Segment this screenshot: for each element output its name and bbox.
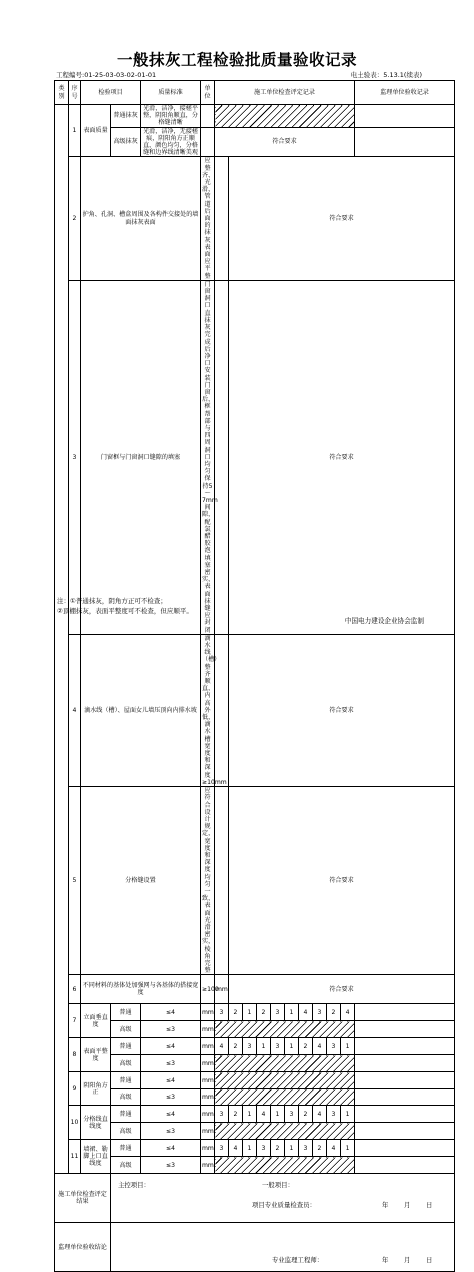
standard-cell: ≥100	[201, 975, 215, 1004]
measure-cell: 1	[257, 1038, 271, 1055]
seq-cell: 7	[69, 1004, 81, 1038]
na-cell	[215, 1157, 355, 1174]
table-row	[55, 787, 455, 975]
measure-cell: 1	[243, 1004, 257, 1021]
header-row	[55, 81, 455, 105]
header-constructor-record: 施工单位检查评定记录	[215, 81, 355, 105]
unit-cell: mm	[201, 1072, 215, 1089]
inspector-label: 项目专业质量检查员：	[252, 1201, 316, 1210]
seq-cell: 5	[69, 787, 81, 975]
item-cell: 分格缝设置	[81, 787, 201, 975]
measure-cell: 3	[257, 1140, 271, 1157]
measure-cell: 1	[341, 1140, 355, 1157]
measure-cell: 4	[341, 1004, 355, 1021]
header-seq: 序号	[69, 81, 81, 105]
measure-cell: 1	[285, 1140, 299, 1157]
na-cell	[215, 1123, 355, 1140]
measure-cell: 3	[215, 1004, 229, 1021]
note-1: 注：①普通抹灰，阴角方正可不检查；	[57, 597, 167, 605]
seq-cell: 6	[69, 975, 81, 1004]
table-row	[55, 1055, 455, 1072]
seq-cell: 10	[69, 1106, 81, 1140]
table-row	[55, 1072, 455, 1089]
standard-cell: ≤3	[141, 1123, 201, 1140]
header-category: 类别	[55, 81, 69, 105]
supervisor-cell	[355, 1021, 455, 1038]
measure-cell: 1	[243, 1106, 257, 1123]
measure-cell: 4	[313, 1106, 327, 1123]
seq-cell: 11	[69, 1140, 81, 1174]
table-row	[55, 1123, 455, 1140]
item-cell: 表面质量	[81, 105, 111, 157]
unit-cell: mm	[201, 1004, 215, 1021]
unit-cell: mm	[201, 1089, 215, 1106]
measure-cell: 3	[215, 1140, 229, 1157]
measure-cell: 3	[313, 1004, 327, 1021]
supervisor-cell	[355, 1055, 455, 1072]
supervisor-cell	[355, 1106, 455, 1123]
measure-cell: 2	[229, 1038, 243, 1055]
supervisor-eval-body	[111, 1223, 455, 1272]
standard-cell: ≤4	[141, 1038, 201, 1055]
table-row	[55, 157, 455, 280]
standard-cell: ≤3	[141, 1089, 201, 1106]
year-label: 年	[382, 1201, 389, 1210]
measure-cell: 3	[327, 1106, 341, 1123]
sub-item-cell: 普通	[111, 1072, 141, 1089]
measure-cell: 4	[327, 1140, 341, 1157]
category-cell	[55, 105, 69, 1174]
supervisor-cell	[355, 1089, 455, 1106]
result-cell: 符合要求	[215, 127, 355, 157]
standard-cell: 滴水线（槽）整齐顺直，内高外低，滴水槽宽度和深度≥10mm	[202, 634, 227, 786]
measure-cell: 2	[327, 1004, 341, 1021]
constructor-eval-label: 施工单位检查评定结果	[55, 1174, 111, 1223]
result-cell: 符合要求	[229, 787, 455, 975]
standard-cell: ≤3	[141, 1021, 201, 1038]
project-number: 工程编号:01-25-03-03-02-01-01	[56, 71, 157, 79]
supervisor-cell	[355, 1123, 455, 1140]
measure-cell: 1	[341, 1038, 355, 1055]
supervisor-cell	[355, 1038, 455, 1055]
standard-cell: ≤4	[141, 1072, 201, 1089]
sub-item-cell: 普通	[111, 1004, 141, 1021]
supervisor-eval-label: 监理单位验收结论	[55, 1223, 111, 1272]
standard-cell: ≤4	[141, 1004, 201, 1021]
measure-cell: 4	[313, 1038, 327, 1055]
item-cell: 墙裙、勒脚上口直线度	[81, 1140, 111, 1174]
measure-cell: 2	[313, 1140, 327, 1157]
supervisor-cell	[355, 105, 455, 128]
form-number: 电土验表：5.13.1(续表)	[350, 71, 422, 79]
measure-cell: 2	[229, 1106, 243, 1123]
measure-cell: 4	[257, 1106, 271, 1123]
sub-item-cell: 高级抹灰	[111, 127, 141, 157]
item-cell: 门窗框与门窗洞口缝隙的填塞	[81, 280, 201, 634]
supervisor-cell	[355, 1004, 455, 1021]
unit-cell: mm	[201, 1021, 215, 1038]
sub-item-cell: 普通	[111, 1038, 141, 1055]
measure-cell: 4	[299, 1004, 313, 1021]
measure-cell: 3	[299, 1140, 313, 1157]
measure-cell: 2	[299, 1106, 313, 1123]
unit-cell	[201, 127, 215, 157]
standard-cell: 光滑，洁净，接槎平整，阴阳角顺直，分格缝清晰	[141, 105, 201, 128]
table-row	[55, 1157, 455, 1174]
header-supervisor-record: 监理单位验收记录	[355, 81, 455, 105]
measure-cell: 3	[243, 1038, 257, 1055]
measure-cell: 1	[341, 1106, 355, 1123]
item-cell: 分格线直线度	[81, 1106, 111, 1140]
measure-cell: 2	[271, 1140, 285, 1157]
year-label: 年	[382, 1256, 389, 1265]
general-item-label: 一般项目：	[262, 1181, 294, 1190]
day-label: 日	[426, 1256, 433, 1265]
seq-cell: 1	[69, 105, 81, 157]
standard-cell: ≤3	[141, 1055, 201, 1072]
header-standard: 质量标准	[141, 81, 201, 105]
table-row	[55, 1089, 455, 1106]
seq-cell: 3	[69, 280, 81, 634]
measure-cell: 3	[271, 1038, 285, 1055]
na-cell	[215, 1055, 355, 1072]
table-row	[55, 1140, 455, 1157]
na-cell	[215, 1089, 355, 1106]
day-label: 日	[426, 1201, 433, 1210]
table-row	[55, 105, 455, 128]
measure-cell: 2	[257, 1004, 271, 1021]
item-cell: 阴阳角方正	[81, 1072, 111, 1106]
table-row	[55, 1004, 455, 1021]
table-row	[55, 1021, 455, 1038]
standard-cell: ≤4	[141, 1140, 201, 1157]
result-cell: 符合要求	[229, 157, 455, 280]
seq-cell: 2	[69, 157, 81, 280]
seq-cell: 8	[69, 1038, 81, 1072]
standard-cell: ≤4	[141, 1106, 201, 1123]
seq-cell: 4	[69, 634, 81, 786]
measure-cell: 3	[215, 1106, 229, 1123]
standard-cell: 应符合设计规定，宽度和深度均匀一致，表面光滑密实，棱角完整	[202, 787, 215, 975]
item-cell: 滴水线（槽）、屋面女儿墙压顶向内排水坡	[81, 634, 201, 786]
table-row	[55, 634, 455, 786]
engineer-label: 专业监理工程师：	[272, 1256, 324, 1265]
na-cell	[215, 1021, 355, 1038]
sub-item-cell: 普通	[111, 1140, 141, 1157]
form-title: 一般抹灰工程检验批质量验收记录	[116, 51, 357, 69]
sub-item-cell: 普通	[111, 1106, 141, 1123]
unit-cell: mm	[201, 1106, 215, 1123]
result-cell: 符合要求	[229, 634, 455, 786]
supervisor-cell	[355, 1140, 455, 1157]
item-cell: 不同材料的基体处加强网与各基体的搭接宽度	[81, 975, 201, 1004]
unit-cell	[201, 105, 215, 128]
table-row	[55, 975, 455, 1004]
unit-cell: mm	[201, 1038, 215, 1055]
constructor-eval-row	[55, 1174, 455, 1223]
measure-cell: 1	[271, 1106, 285, 1123]
standard-cell: 应整齐、光滑，管道后面的抹灰表面应平整	[202, 157, 215, 280]
table-row	[55, 127, 455, 157]
item-cell: 立面垂直度	[81, 1004, 111, 1038]
measure-cell: 3	[271, 1004, 285, 1021]
measure-cell: 4	[215, 1038, 229, 1055]
unit-cell: mm	[201, 1055, 215, 1072]
unit-cell	[215, 787, 229, 975]
constructor-eval-body	[111, 1174, 455, 1223]
measure-cell: 1	[285, 1038, 299, 1055]
header-unit: 单位	[201, 81, 215, 105]
unit-cell: mm	[201, 1140, 215, 1157]
notes	[57, 597, 193, 616]
seq-cell: 9	[69, 1072, 81, 1106]
sub-item-cell: 高级	[111, 1123, 141, 1140]
item-cell: 表面平整度	[81, 1038, 111, 1072]
na-cell	[215, 105, 355, 128]
measure-cell: 3	[285, 1106, 299, 1123]
unit-cell	[215, 157, 229, 280]
month-label: 月	[404, 1256, 411, 1265]
result-cell: 符合要求	[229, 280, 455, 634]
unit-cell	[215, 280, 229, 634]
standard-cell: 光滑，洁净，无接槎痕，阴阳角方正顺直，颜色均匀，分格缝和边界线清晰美观	[141, 127, 201, 157]
supervisor-cell	[355, 127, 455, 157]
standard-cell: 门窗洞口直抹灰完成后净口安装门窗后，框帮部与四周洞口均匀保持5～7mm间隙，配氯醋胶泡填塞密实，表面抹缝应封闭	[202, 280, 218, 634]
measure-cell: 1	[285, 1004, 299, 1021]
month-label: 月	[404, 1201, 411, 1210]
supervisor-cell	[355, 1157, 455, 1174]
measure-cell: 1	[243, 1140, 257, 1157]
supervisor-cell	[355, 1072, 455, 1089]
table-row	[55, 1106, 455, 1123]
footer-issuer: 中国电力建设企业协会监制	[344, 617, 424, 625]
sub-item-cell: 高级	[111, 1021, 141, 1038]
standard-cell: ≤3	[141, 1157, 201, 1174]
unit-cell: mm	[201, 1157, 215, 1174]
header-item: 检验项目	[81, 81, 141, 105]
unit-cell: mm	[215, 975, 229, 1004]
unit-cell: mm	[201, 1123, 215, 1140]
main-item-label: 主控项目：	[118, 1181, 150, 1190]
result-cell: 符合要求	[229, 975, 455, 1004]
inspection-table	[54, 80, 455, 1272]
sub-item-cell: 高级	[111, 1157, 141, 1174]
note-2: ②顶棚抹灰，表面平整度可不检查，但应顺平。	[57, 606, 193, 615]
measure-cell: 3	[327, 1038, 341, 1055]
measure-cell: 4	[229, 1140, 243, 1157]
sub-item-cell: 高级	[111, 1089, 141, 1106]
item-cell: 护角、孔洞、槽盒周围及各构件交接处的墙面抹灰表面	[81, 157, 201, 280]
table-row	[55, 280, 455, 634]
table-row	[55, 1038, 455, 1055]
supervisor-eval-row	[55, 1223, 455, 1272]
measure-cell: 2	[229, 1004, 243, 1021]
na-cell	[215, 1072, 355, 1089]
sub-item-cell: 普通抹灰	[111, 105, 141, 128]
measure-cell: 2	[299, 1038, 313, 1055]
sub-item-cell: 高级	[111, 1055, 141, 1072]
